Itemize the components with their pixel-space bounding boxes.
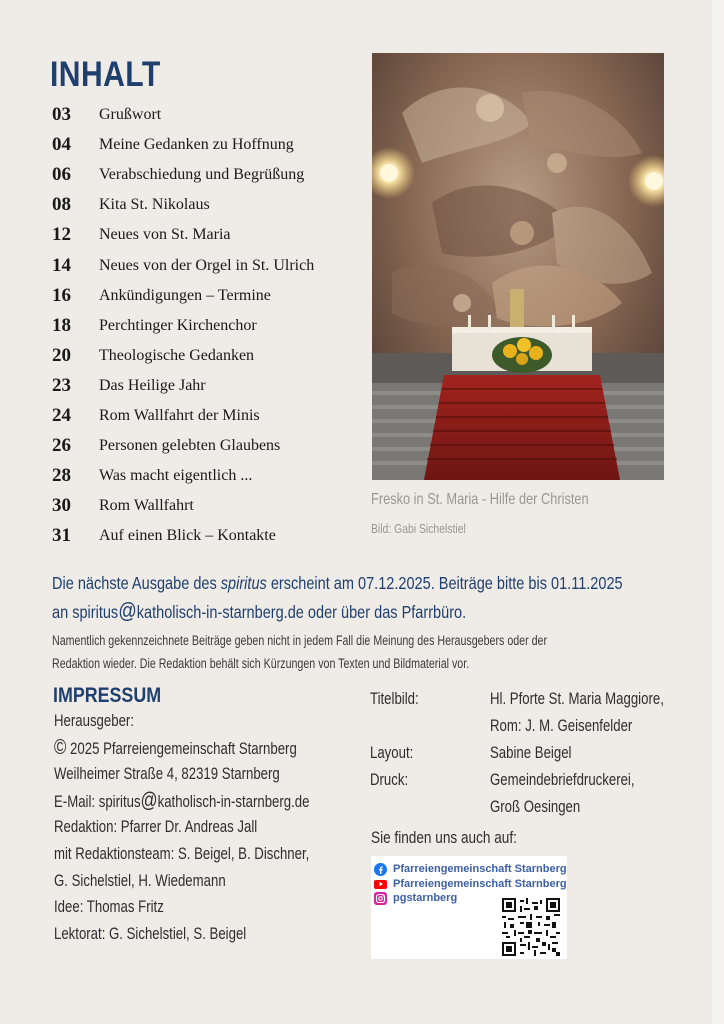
toc-entry[interactable]: [52, 521, 362, 551]
email-line[interactable]: [54, 788, 310, 815]
toc-entry-label: Das Heilige Jahr: [99, 376, 206, 394]
facebook-icon: [374, 863, 387, 876]
toc-entry-label: Neues von St. Maria: [99, 226, 231, 244]
youtube-link[interactable]: [374, 877, 567, 891]
copyright-line: [54, 735, 310, 762]
email-domain: katholisch-in-starnberg.de: [157, 792, 310, 811]
table-of-contents: [52, 100, 362, 551]
toc-page-number: 23: [52, 374, 71, 396]
editorial-team: G. Sichelstiel, H. Wiedemann: [54, 871, 226, 890]
proofreading: Lektorat: G. Sichelstiel, S. Beigel: [54, 924, 247, 943]
toc-page-number: 18: [52, 314, 71, 336]
toc-entry[interactable]: [52, 250, 362, 280]
toc-page-number: 30: [52, 495, 71, 517]
qr-code[interactable]: [501, 898, 561, 956]
toc-entry[interactable]: [52, 431, 362, 461]
idea: Idee: Thomas Fritz: [54, 898, 164, 917]
notice-email-prefix[interactable]: an spiritus: [52, 602, 119, 622]
address: Weilheimer Straße 4, 82319 Starnberg: [54, 765, 280, 784]
copyright-text: 2025 Pfarreiengemeinschaft Starnberg: [66, 739, 297, 758]
facebook-link[interactable]: [374, 862, 567, 876]
toc-page-number: 04: [52, 134, 71, 156]
photo-caption: Fresko in St. Maria - Hilfe der Christen: [371, 491, 589, 508]
toc-entry[interactable]: [52, 190, 362, 220]
instagram-icon: [374, 892, 387, 905]
toc-page-number: 26: [52, 435, 71, 457]
toc-entry[interactable]: [52, 281, 362, 311]
toc-page-number: 08: [52, 194, 71, 216]
toc-page-number: 31: [52, 525, 71, 547]
toc-page-number: 28: [52, 465, 71, 487]
instagram-link[interactable]: [374, 891, 457, 905]
layout-value: Sabine Beigel: [490, 744, 572, 762]
next-issue-notice: [52, 570, 633, 626]
credits: [370, 686, 707, 821]
cover-label: Titelbild:: [370, 690, 419, 708]
photo-credit: Bild: Gabi Sichelstiel: [371, 521, 466, 536]
toc-page-number: 06: [52, 164, 71, 186]
youtube-handle: Pfarreiengemeinschaft Starnberg: [393, 878, 567, 890]
at-symbol: @: [140, 788, 158, 812]
toc-entry-label: Theologische Gedanken: [99, 346, 255, 364]
editor: Redaktion: Pfarrer Dr. Andreas Jall: [54, 818, 258, 837]
print-value: Groß Oesingen: [490, 798, 581, 816]
toc-entry[interactable]: [52, 401, 362, 431]
editorial-team: mit Redaktionsteam: S. Beigel, B. Dischner,: [54, 844, 310, 863]
toc-entry-label: Ankündigungen – Termine: [99, 286, 271, 304]
instagram-handle: pgstarnberg: [393, 892, 458, 904]
toc-entry[interactable]: [52, 100, 362, 130]
toc-entry-label: Rom Wallfahrt der Minis: [99, 406, 260, 424]
publisher-label: Herausgeber:: [54, 712, 134, 730]
toc-entry[interactable]: [52, 220, 362, 250]
toc-title: INHALT: [50, 55, 161, 94]
impressum-details: [54, 708, 373, 947]
copyright-icon: ©: [54, 735, 67, 759]
social-box: [371, 856, 567, 959]
toc-entry-label: Kita St. Nikolaus: [99, 196, 210, 214]
toc-entry[interactable]: [52, 341, 362, 371]
toc-page-number: 03: [52, 104, 71, 126]
cover-value: Hl. Pforte St. Maria Maggiore,: [490, 690, 664, 708]
church-photo: [372, 53, 664, 480]
page-edge: [712, 0, 724, 1024]
toc-page-number: 20: [52, 344, 71, 366]
magazine-name: spiritus: [220, 573, 267, 593]
youtube-icon: [374, 880, 387, 889]
toc-entry-label: Grußwort: [99, 106, 162, 124]
toc-entry-label: Neues von der Orgel in St. Ulrich: [99, 256, 315, 274]
toc-entry-label: Was macht eigentlich ...: [99, 467, 253, 485]
toc-page-number: 24: [52, 404, 71, 426]
at-symbol: @: [118, 598, 137, 623]
notice-text: erscheint am 07.12.2025. Beiträge bitte bis 01.11.2025: [266, 573, 623, 593]
toc-entry-label: Rom Wallfahrt: [99, 497, 194, 515]
toc-entry-label: Verabschiedung und Begrüßung: [99, 166, 305, 184]
toc-page-number: 14: [52, 254, 71, 276]
facebook-handle: Pfarreiengemeinschaft Starnberg: [393, 863, 567, 875]
toc-entry[interactable]: [52, 160, 362, 190]
disclaimer-line: Namentlich gekennzeichnete Beiträge geben nicht in jedem Fall die Meinung des Herausgebers oder der: [52, 633, 548, 648]
disclaimer: [52, 629, 637, 675]
print-value: Gemeindebriefdruckerei,: [490, 771, 635, 789]
toc-page-number: 12: [52, 224, 71, 246]
toc-entry-label: Perchtinger Kirchenchor: [99, 316, 257, 334]
print-label: Druck:: [370, 771, 409, 789]
impressum-title: IMPRESSUM: [53, 684, 162, 707]
toc-entry[interactable]: [52, 491, 362, 521]
toc-entry[interactable]: [52, 461, 362, 491]
social-heading: Sie finden uns auch auf:: [371, 828, 517, 847]
toc-entry-label: Personen gelebten Glaubens: [99, 437, 281, 455]
toc-entry-label: Auf einen Blick – Kontakte: [99, 527, 276, 545]
layout-label: Layout:: [370, 744, 414, 762]
email-prefix: E-Mail: spiritus: [54, 792, 141, 811]
toc-entry[interactable]: [52, 371, 362, 401]
notice-text: Die nächste Ausgabe des: [52, 573, 221, 593]
toc-entry[interactable]: [52, 311, 362, 341]
notice-email-domain[interactable]: katholisch-in-starnberg.de oder über das Pfarrbüro.: [136, 602, 467, 622]
toc-entry[interactable]: [52, 130, 362, 160]
disclaimer-line: Redaktion wieder. Die Redaktion behält sich Kürzungen von Texten und Bildmaterial vor.: [52, 656, 470, 671]
toc-page-number: 16: [52, 284, 71, 306]
cover-value: Rom: J. M. Geisenfelder: [490, 717, 633, 735]
toc-entry-label: Meine Gedanken zu Hoffnung: [99, 136, 294, 154]
